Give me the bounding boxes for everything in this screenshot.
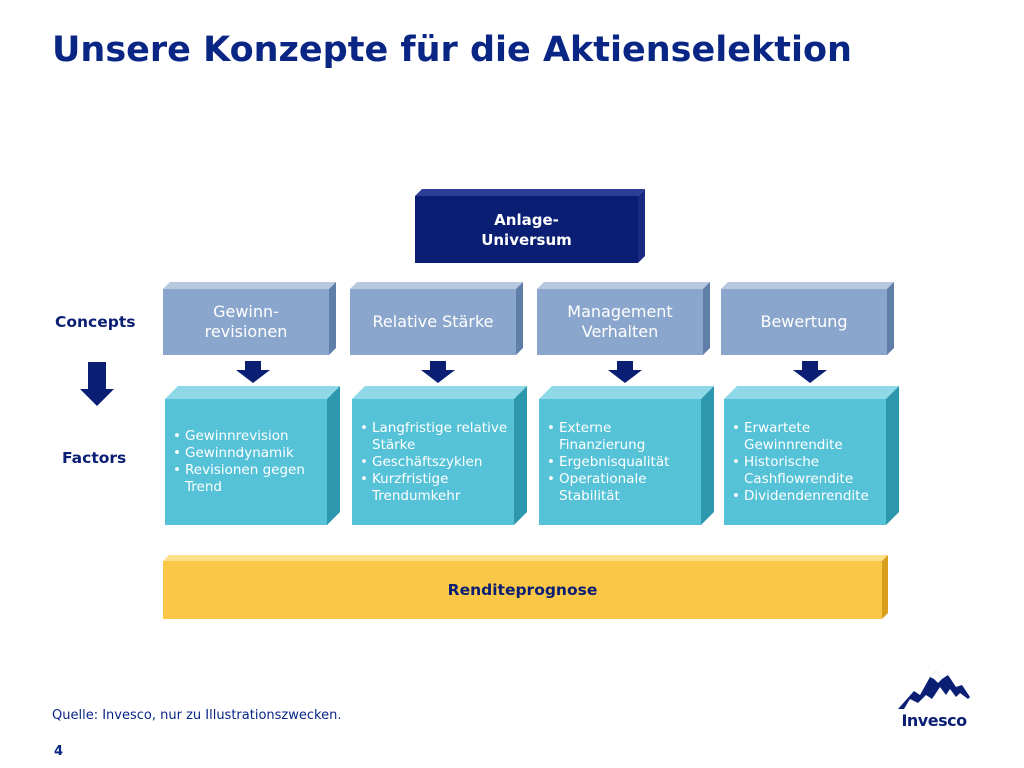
list-item: • Erwartete Gewinnrendite: [730, 420, 886, 454]
concept-label-line2: Verhalten: [581, 322, 659, 341]
universe-box: [415, 189, 645, 263]
invesco-logo: [896, 669, 972, 731]
concept-box-relative-staerke: [350, 282, 523, 355]
factor-box-management: [539, 386, 714, 525]
factor-list: [171, 428, 327, 496]
factor-box-bewertung: [724, 386, 899, 525]
list-item: • Historische Cashflowrendite: [730, 454, 886, 488]
down-arrow-icon: [80, 362, 114, 406]
factor-list: [730, 420, 886, 505]
factor-box-relative-staerke: [352, 386, 527, 525]
list-item: • Kurzfristige Trendumkehr: [358, 471, 514, 505]
concepts-label: Concepts: [55, 313, 136, 331]
down-arrow-icon: [608, 361, 642, 383]
concept-label-line1: Relative Stärke: [372, 312, 494, 331]
factor-list: [545, 420, 701, 505]
concept-box-management: [537, 282, 710, 355]
list-item: • Externe Finanzierung: [545, 420, 701, 454]
list-item: • Langfristige relative Stärke: [358, 420, 514, 454]
concept-label-line1: Management: [567, 302, 673, 321]
factors-label: Factors: [62, 449, 127, 467]
concept-label-line1: Gewinn-: [213, 302, 279, 321]
list-item: • Geschäftszyklen: [358, 454, 514, 471]
page-number: 4: [54, 744, 64, 759]
page-title: Unsere Konzepte für die Aktienselektion: [52, 30, 852, 70]
down-arrow-icon: [421, 361, 455, 383]
list-item: • Ergebnisqualität: [545, 454, 701, 471]
source-footnote: Quelle: Invesco, nur zu Illustrationszwecken.: [52, 708, 342, 723]
list-item: • Operationale Stabilität: [545, 471, 701, 505]
list-item: • Gewinndynamik: [171, 445, 327, 462]
down-arrow-icon: [236, 361, 270, 383]
factor-list: [358, 420, 514, 505]
list-item: • Dividendenrendite: [730, 488, 886, 505]
mountain-logo-icon: [896, 669, 972, 713]
concept-label-line2: revisionen: [204, 322, 288, 341]
down-arrow-icon: [793, 361, 827, 383]
concept-box-bewertung: [721, 282, 894, 355]
universe-label-line1: Anlage-: [494, 210, 559, 229]
logo-text: Invesco: [901, 711, 967, 730]
factor-box-gewinnrevisionen: [165, 386, 340, 525]
concept-label-line1: Bewertung: [760, 312, 848, 331]
list-item: • Gewinnrevision: [171, 428, 327, 445]
universe-label-line2: Universum: [481, 230, 572, 249]
list-item: • Revisionen gegen Trend: [171, 462, 327, 496]
prognose-label: Renditeprognose: [447, 581, 598, 599]
concept-box-gewinnrevisionen: [163, 282, 336, 355]
prognose-box: [163, 555, 888, 619]
